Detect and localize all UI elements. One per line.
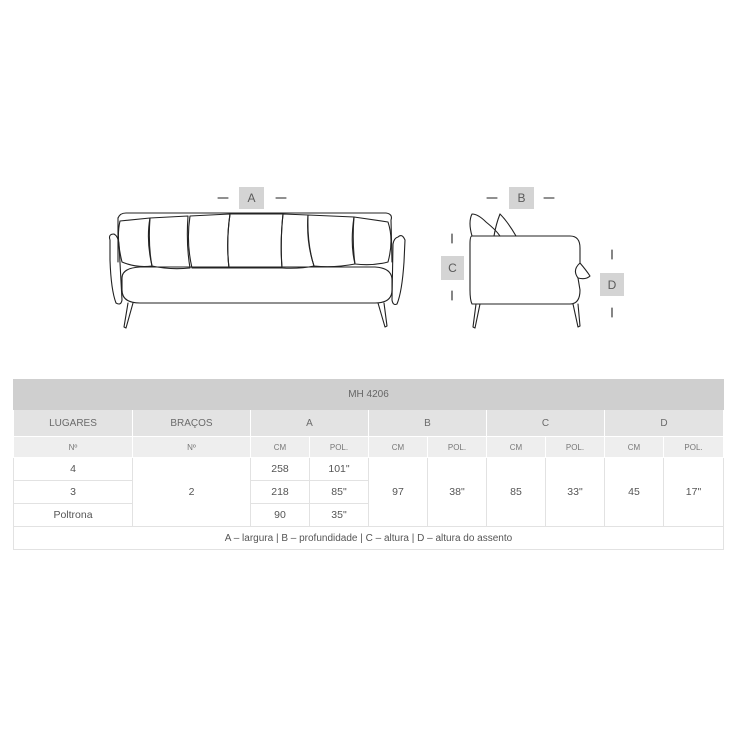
subheader-c-cm: CM xyxy=(487,437,546,458)
header-bracos: BRAÇOS xyxy=(133,410,251,437)
table-row xyxy=(14,458,724,481)
subheader-b-cm: CM xyxy=(369,437,428,458)
header-lugares: LUGARES xyxy=(14,410,133,437)
dimension-label-d: D xyxy=(600,273,624,296)
subheader-a-pol: POL. xyxy=(310,437,369,458)
cell-lugares: 3 xyxy=(14,481,133,504)
header-c: C xyxy=(487,410,605,437)
sofa-front-view xyxy=(110,213,406,328)
cell-a-cm: 258 xyxy=(251,458,310,481)
spec-table xyxy=(13,379,724,550)
header-d: D xyxy=(605,410,724,437)
header-b: B xyxy=(369,410,487,437)
subheader-c-pol: POL. xyxy=(546,437,605,458)
cell-c-cm: 85 xyxy=(487,458,546,527)
subheader-lugares-num: Nº xyxy=(14,437,133,458)
subheader-d-cm: CM xyxy=(605,437,664,458)
cell-c-pol: 33" xyxy=(546,458,605,527)
cell-d-pol: 17" xyxy=(664,458,724,527)
dimension-label-a: A xyxy=(239,187,264,209)
dimension-label-b: B xyxy=(509,187,534,209)
subheader-d-pol: POL. xyxy=(664,437,724,458)
cell-bracos: 2 xyxy=(133,458,251,527)
cell-a-pol: 85" xyxy=(310,481,369,504)
cell-lugares: 4 xyxy=(14,458,133,481)
dimension-label-c: C xyxy=(441,256,464,280)
cell-a-cm: 218 xyxy=(251,481,310,504)
dimension-marks xyxy=(218,198,612,317)
cell-lugares: Poltrona xyxy=(14,504,133,527)
subheader-a-cm: CM xyxy=(251,437,310,458)
cell-a-pol: 35" xyxy=(310,504,369,527)
cell-a-cm: 90 xyxy=(251,504,310,527)
sofa-side-view xyxy=(470,214,590,328)
cell-b-pol: 38" xyxy=(428,458,487,527)
cell-d-cm: 45 xyxy=(605,458,664,527)
table-legend: A – largura | B – profundidade | C – altura | D – altura do assento xyxy=(14,527,724,550)
cell-b-cm: 97 xyxy=(369,458,428,527)
subheader-b-pol: POL. xyxy=(428,437,487,458)
table-title: MH 4206 xyxy=(14,380,724,410)
header-a: A xyxy=(251,410,369,437)
subheader-bracos-num: Nº xyxy=(133,437,251,458)
cell-a-pol: 101" xyxy=(310,458,369,481)
